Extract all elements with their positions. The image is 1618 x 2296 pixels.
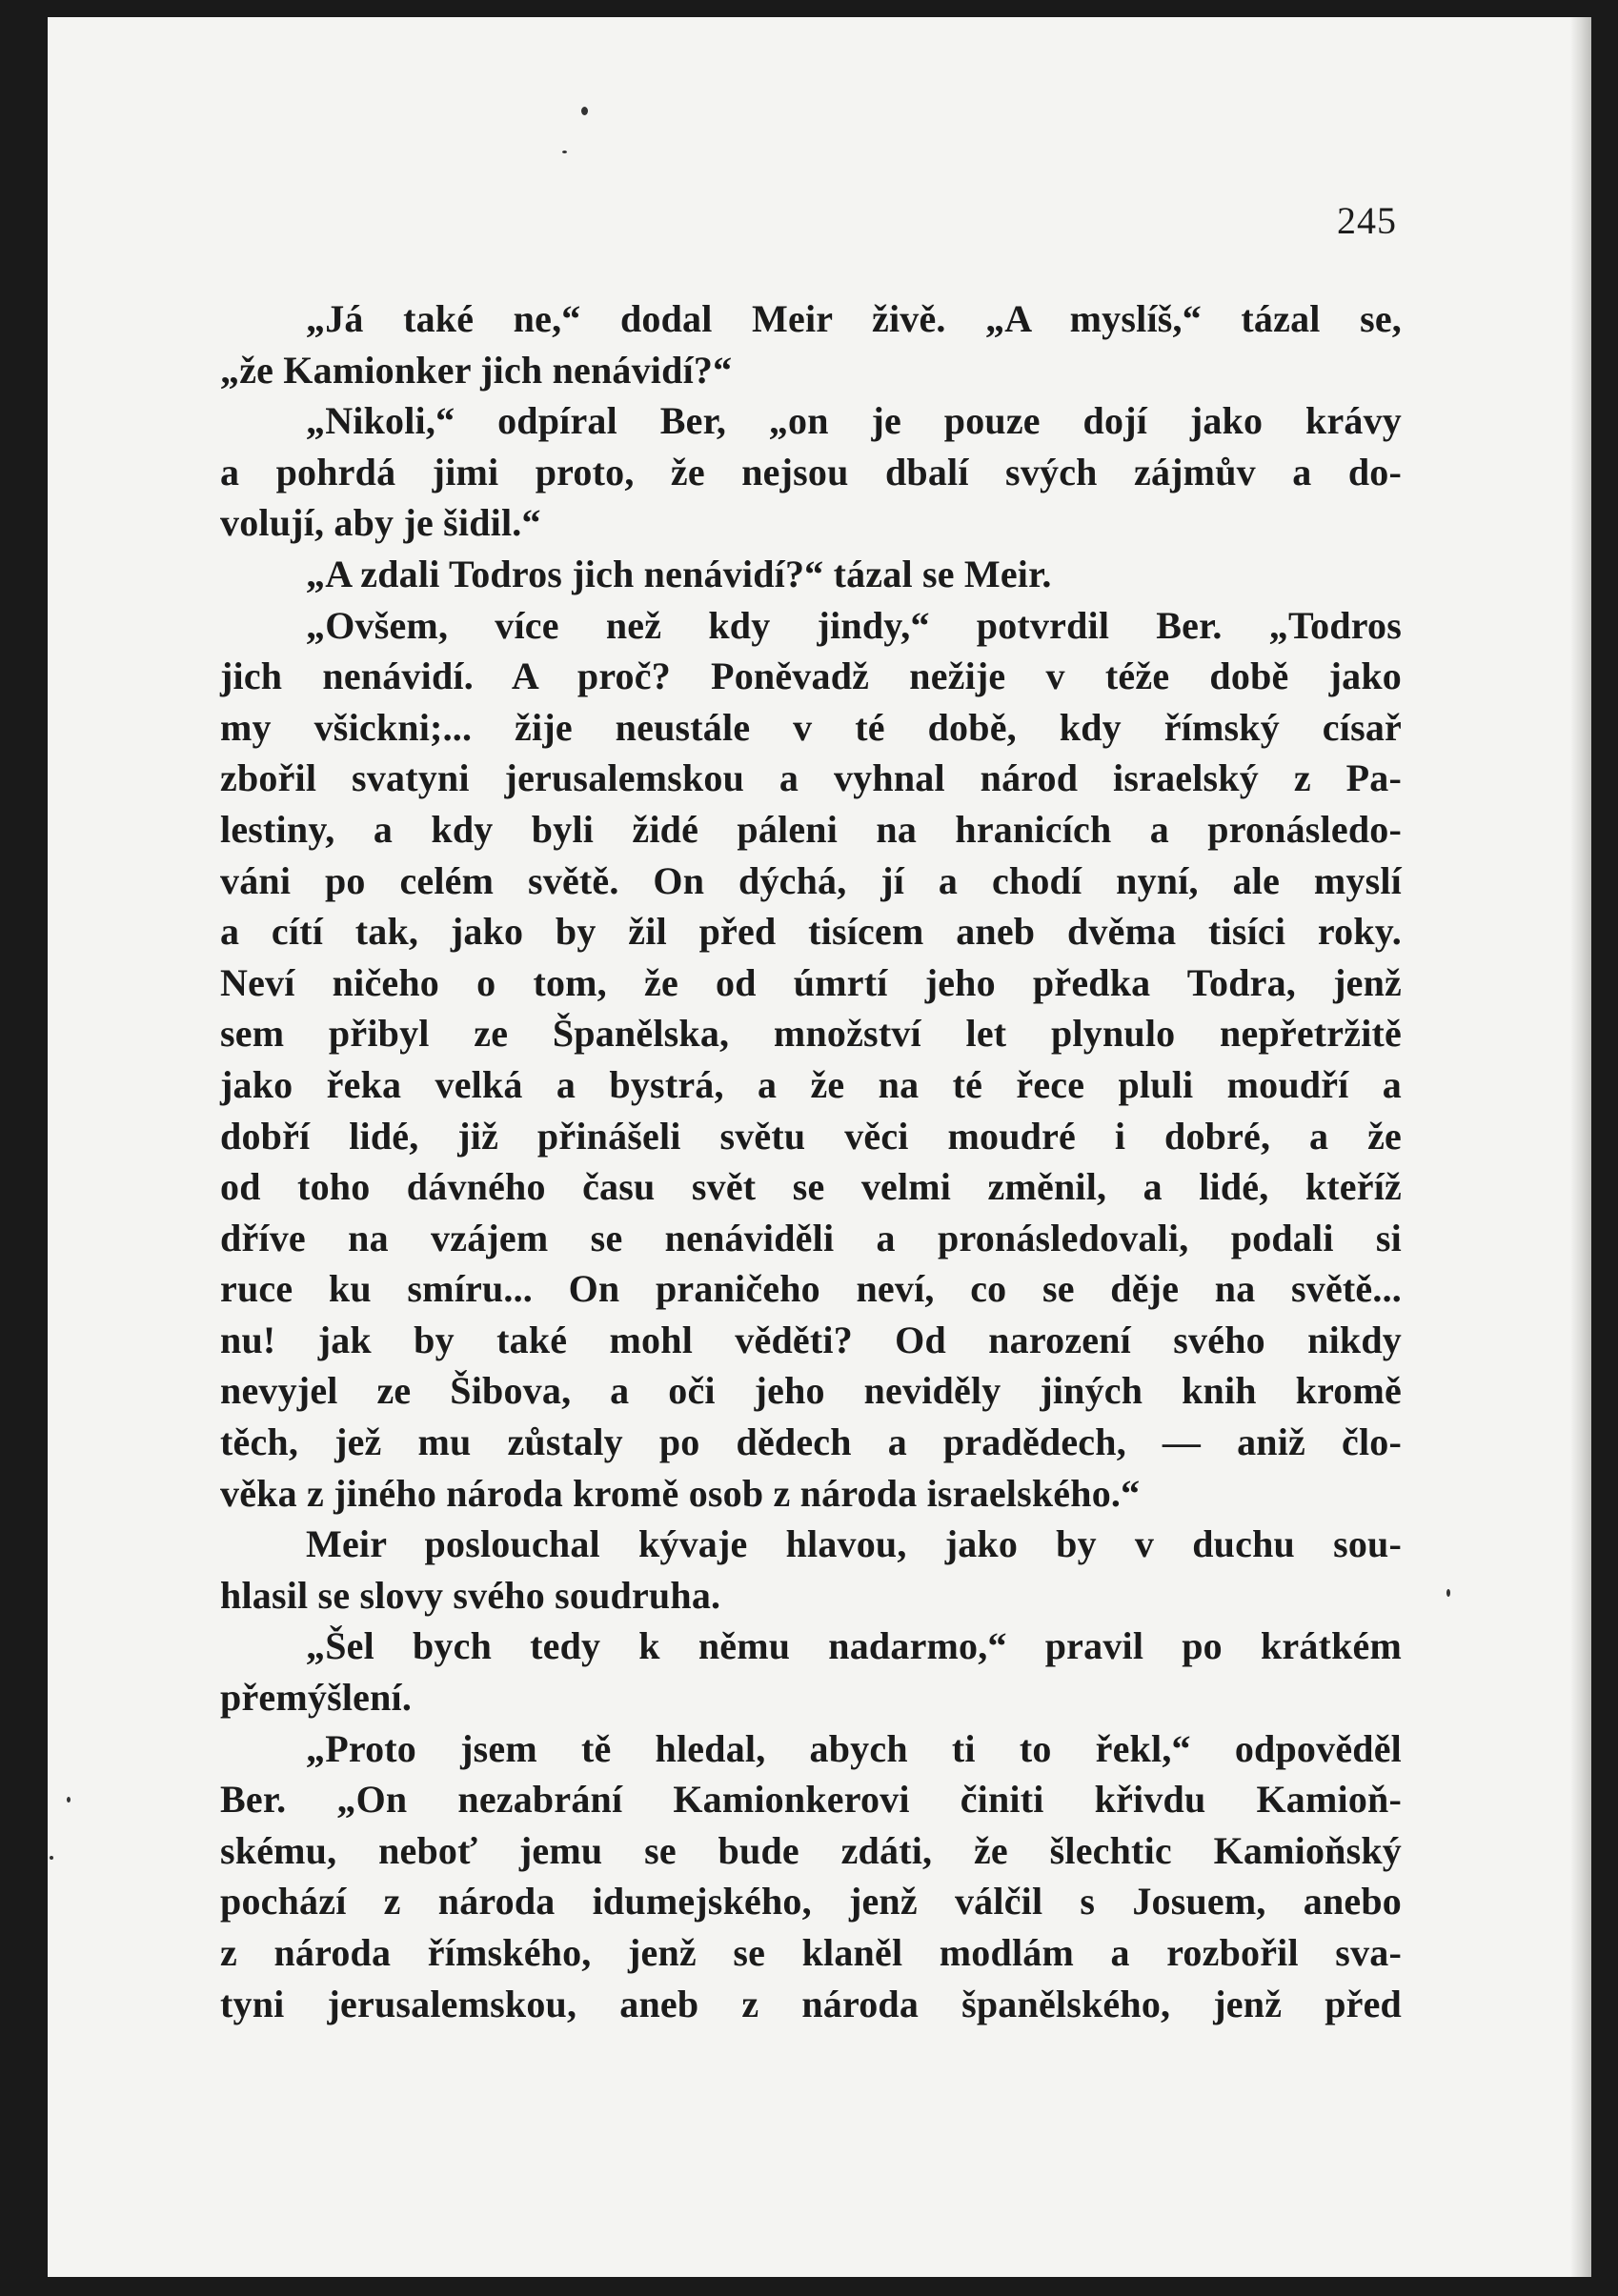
text-line: Meir poslouchal kývaje hlavou, jako by v duchu sou- xyxy=(306,1522,1402,1566)
text-line: jich nenávidí. A proč? Poněvadž nežije v téže době jako xyxy=(220,655,1402,698)
text-line: věka z jiného národa kromě osob z národa israelského.“ xyxy=(220,1471,1141,1515)
text-line: lestiny, a kdy byli židé páleni na hranicích a pronásledo- xyxy=(220,807,1402,851)
text-line: „že Kamionker jich nenávidí?“ xyxy=(220,348,733,392)
print-speck xyxy=(1446,1589,1450,1597)
text-line: hlasil se slovy svého soudruha. xyxy=(220,1573,721,1617)
text-line: „Nikoli,“ odpíral Ber, „on je pouze dojí jako krávy xyxy=(306,399,1402,443)
text-line: nu! jak by také mohl věděti? Od narození svého nikdy xyxy=(220,1318,1402,1361)
page-edge-shadow xyxy=(1570,17,1591,2277)
book-page xyxy=(48,17,1591,2277)
print-speck xyxy=(50,1856,53,1860)
text-line: a pohrdá jimi proto, že nejsou dbalí svých zájmův a do- xyxy=(220,450,1402,493)
text-line: skému, neboť jemu se bude zdáti, že šlechtic Kamioňský xyxy=(220,1828,1402,1872)
text-line: jako řeka velká a bystrá, a že na té řece pluli moudří a xyxy=(220,1062,1402,1106)
page-number: 245 xyxy=(1337,199,1397,242)
text-line: „Proto jsem tě hledal, abych ti to řekl,“ odpověděl xyxy=(306,1726,1402,1770)
print-speck xyxy=(581,107,588,115)
text-line: tyni jerusalemskou, aneb z národa španělského, jenž před xyxy=(220,1982,1402,2025)
text-line: zbořil svatyni jerusalemskou a vyhnal národ israelský z Pa- xyxy=(220,756,1402,800)
print-speck xyxy=(562,151,567,153)
text-line: volují, aby je šidil.“ xyxy=(220,501,541,545)
text-line: dříve na vzájem se nenáviděli a pronásledovali, podali si xyxy=(220,1216,1402,1259)
text-line: sem přibyl ze Španělska, množství let plynulo nepřetržitě xyxy=(220,1012,1402,1056)
text-line: přemýšlení. xyxy=(220,1676,413,1720)
text-line: nevyjel ze Šibova, a oči jeho neviděly jiných knih kromě xyxy=(220,1369,1402,1413)
text-line: Neví ničeho o tom, že od úmrtí jeho předka Todra, jenž xyxy=(220,960,1402,1004)
text-line: „Já také ne,“ dodal Meir živě. „A myslíš,“ tázal se, xyxy=(306,297,1402,340)
body-text xyxy=(220,293,1402,2029)
text-line: těch, jež mu zůstaly po dědech a pradědech, — aniž člo- xyxy=(220,1420,1402,1464)
text-line: Ber. „On nezabrání Kamionkerovi činiti křivdu Kamioň- xyxy=(220,1778,1402,1822)
print-speck xyxy=(67,1797,71,1803)
text-line: dobří lidé, již přinášeli světu věci moudré i dobré, a že xyxy=(220,1114,1402,1158)
text-line: ruce ku smíru... On praničeho neví, co se děje na světě... xyxy=(220,1267,1402,1311)
text-line: „Ovšem, více než kdy jindy,“ potvrdil Ber. „Todros xyxy=(306,603,1402,647)
text-line: „Šel bych tedy k němu nadarmo,“ pravil po krátkém xyxy=(306,1624,1402,1668)
text-line: z národa římského, jenž se klaněl modlám a rozbořil sva- xyxy=(220,1931,1402,1974)
text-line: od toho dávného času svět se velmi změnil, a lidé, kteříž xyxy=(220,1165,1402,1209)
text-line: váni po celém světě. On dýchá, jí a chodí nyní, ale myslí xyxy=(220,858,1402,902)
text-line: pochází z národa idumejského, jenž válčil s Josuem, anebo xyxy=(220,1880,1402,1923)
text-line: a cítí tak, jako by žil před tisícem aneb dvěma tisíci roky. xyxy=(220,910,1402,954)
text-line: „A zdali Todros jich nenávidí?“ tázal se Meir. xyxy=(306,552,1052,595)
text-line: my všickni;... žije neustále v té době, kdy římský císař xyxy=(220,705,1402,749)
